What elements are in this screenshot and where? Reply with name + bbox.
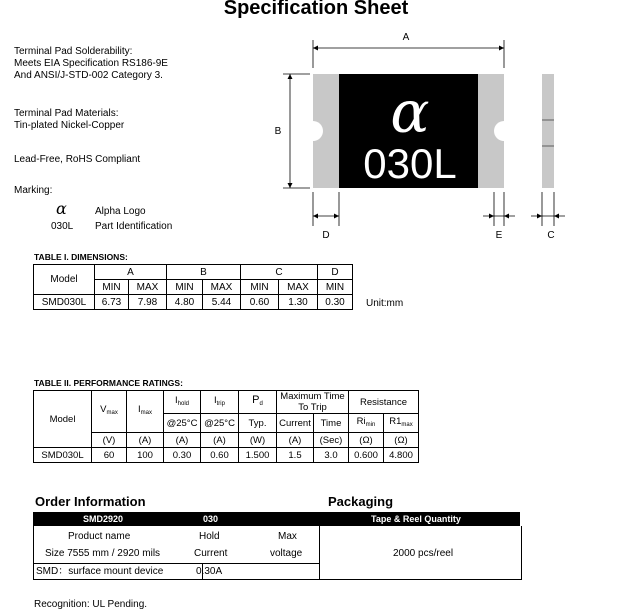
table2-unit: (Ω) [349,433,384,448]
table1-group-c: C [241,265,318,280]
part-code: 030L [51,221,74,232]
materials-heading: Terminal Pad Materials: [14,108,119,119]
table2-cell: 3.0 [314,448,349,463]
packaging-heading: Packaging [328,494,394,509]
table2-cell: 4.800 [384,448,419,463]
table2-resistance-header: Resistance [349,391,419,414]
dim-a-label: A [402,32,410,43]
recognition-note: Recognition: UL Pending. [34,599,148,610]
table2-trip-temp: @25°C [201,414,239,433]
solderability-note [14,46,168,82]
table1-group-a: A [95,265,167,280]
table2-itrip-header: $I_{trip}$ [201,391,239,414]
voltage-label: voltage [270,548,303,559]
table2-cell: 1.500 [239,448,277,463]
table1-group-b: B [167,265,241,280]
table2-vmax-header: $V_{max}$ [92,391,127,433]
materials-value: Tin-plated Nickel-Copper [14,120,125,131]
dim-b-label: B [274,126,282,137]
table1-cell: SMD030L [34,295,95,310]
table2-ri-header: $Ri_{min}$ [349,414,384,433]
component-drawing [270,28,600,248]
table2-model-header: Model [34,391,92,448]
table1-unit: Unit:mm [366,298,404,309]
max-label: Max [278,531,297,542]
table2-unit: (W) [239,433,277,448]
size-label: Size 7555 mm / 2920 mils [45,548,161,559]
table1-subheader: MIN [95,280,129,295]
table2-ihold-header: $I_{hold}$ [164,391,201,414]
leadfree-note: Lead-Free, RoHS Compliant [14,154,141,165]
table1-subheader: MIN [318,280,353,295]
hold-value: 0.30A [196,566,223,577]
materials-note [14,108,124,132]
table2-cell: 0.30 [164,448,201,463]
table2-unit: (A) [277,433,314,448]
bar-model: SMD2920 [83,514,124,524]
smd-label: SMD：surface mount device [36,566,164,577]
right-notch [494,121,514,141]
product-name-label: Product name [68,531,131,542]
table1-cell: 7.98 [129,295,167,310]
alpha-logo-symbol: α [56,199,67,218]
table1-cell: 5.44 [203,295,241,310]
table2-unit: (V) [92,433,127,448]
solderability-line-2: And ANSI/J-STD-002 Category 3. [14,70,163,81]
solderability-line-1: Meets EIA Specification RS186-9E [14,58,168,69]
body-alpha-logo: α [390,78,430,146]
table2-cell: 1.5 [277,448,314,463]
table2-cell: SMD030L [34,448,92,463]
table1-cell: 1.30 [279,295,318,310]
table1-cell: 6.73 [95,295,129,310]
table2-imax-header: $I_{max}$ [127,391,164,433]
body-marking-text: 030L [363,140,457,187]
table2-pd-header: $P_d$ [239,391,277,414]
table2-time-header: Time [314,414,349,433]
dim-e-label: E [495,230,503,241]
table2-r1-header: $R1_{max}$ [384,414,419,433]
table2-max-time-header: Maximum Time To Trip [277,391,349,414]
table2-unit: (A) [201,433,239,448]
table1-cell: 0.30 [318,295,353,310]
table2-unit: (Sec) [314,433,349,448]
table2-title: TABLE II. PERFORMANCE RATINGS: [34,378,183,388]
table1-title: TABLE I. DIMENSIONS: [34,252,128,262]
table2-cell: 100 [127,448,164,463]
reel-quantity: 2000 pcs/reel [393,548,454,559]
left-notch [303,121,323,141]
performance-table [33,390,419,463]
table2-hold-temp: @25°C [164,414,201,433]
table1-subheader: MIN [167,280,203,295]
part-id-desc: Part Identification [95,221,173,232]
side-view [542,74,554,188]
order-info-heading: Order Information [35,494,146,509]
bar-packaging: Tape & Reel Quantity [371,514,461,524]
table1-group-d: D [318,265,353,280]
table1-subheader: MIN [241,280,279,295]
solderability-heading: Terminal Pad Solderability: [14,46,133,57]
table1-subheader: MAX [203,280,241,295]
table2-unit: (A) [127,433,164,448]
dimensions-table [33,264,353,310]
table2-cell: 60 [92,448,127,463]
table1-cell: 4.80 [167,295,203,310]
table2-current-header: Current [277,414,314,433]
table2-typ: Typ. [239,414,277,433]
marking-heading: Marking: [14,185,53,196]
table1-subheader: MAX [279,280,318,295]
bar-hold: 030 [203,514,219,524]
table2-cell: 0.600 [349,448,384,463]
page-title: Specification Sheet [223,0,409,19]
current-label: Current [194,548,228,559]
dim-c-label: C [547,230,555,241]
table2-cell: 0.60 [201,448,239,463]
order-header-bar [33,512,520,526]
table2-unit: (Ω) [384,433,419,448]
table1-subheader: MAX [129,280,167,295]
table1-model-header: Model [34,265,95,295]
table2-unit: (A) [164,433,201,448]
hold-cell-divider [203,563,319,564]
hold-label: Hold [199,531,220,542]
alpha-logo-desc: Alpha Logo [95,206,146,217]
dim-d-label: D [322,230,330,241]
table1-cell: 0.60 [241,295,279,310]
